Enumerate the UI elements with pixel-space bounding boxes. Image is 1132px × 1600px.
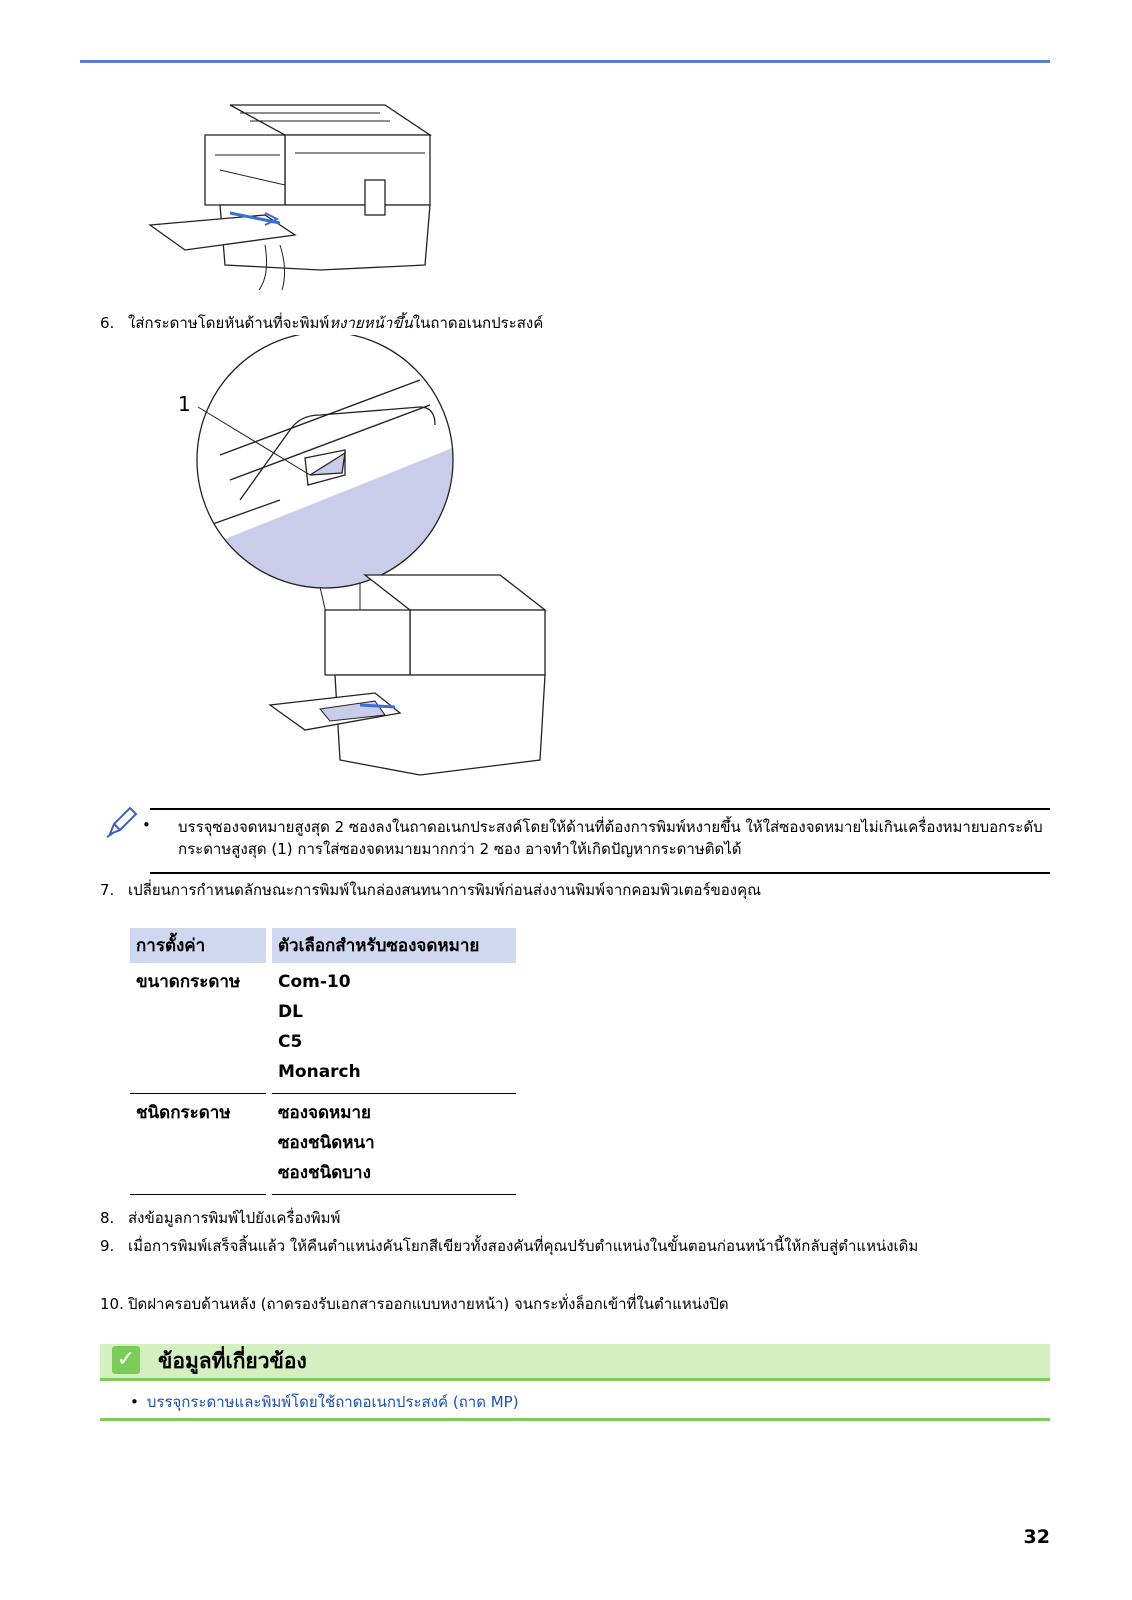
step-9: [100, 1236, 1050, 1256]
table-cell-setting: ขนาดกระดาษ: [130, 963, 269, 1094]
option-item: Com-10: [278, 972, 351, 992]
step-number: 9.: [100, 1237, 115, 1255]
header-rule: [80, 60, 1050, 63]
option-item: C5: [278, 1032, 303, 1052]
pencil-icon: [104, 804, 140, 840]
note-bottom-rule: [150, 872, 1050, 874]
step-number: 6.: [100, 314, 115, 332]
step-number: 8.: [100, 1209, 115, 1227]
table-header: การตั้งค่า: [130, 928, 269, 963]
step-text: ส่งข้อมูลการพิมพ์ไปยังเครื่องพิมพ์: [128, 1209, 341, 1227]
step-text: ใส่กระดาษโดยหันด้านที่จะพิมพ์: [128, 314, 330, 332]
checkmark-icon: ✓: [112, 1346, 140, 1374]
option-item: DL: [278, 1002, 303, 1022]
callout-label: 1: [178, 392, 191, 416]
table-row: [130, 963, 516, 1094]
table-cell-setting: ชนิดกระดาษ: [130, 1094, 269, 1195]
printer-illustration-1: [145, 95, 440, 295]
page-number: 32: [1023, 1526, 1050, 1548]
note-box: [100, 808, 1050, 874]
note-top-rule: [150, 808, 1050, 810]
step-10: [100, 1294, 729, 1314]
table-cell-options: [269, 1094, 516, 1195]
option-item: Monarch: [278, 1062, 361, 1082]
related-info-header: [100, 1344, 1050, 1381]
step-number: 10.: [100, 1295, 124, 1313]
step-7: [100, 880, 761, 900]
bullet: •: [130, 1393, 139, 1411]
step-text-end: ในถาดอเนกประสงค์: [412, 314, 544, 332]
option-item: ซองชนิดบาง: [278, 1163, 371, 1183]
note-bullet: •: [142, 816, 151, 834]
table-header: ตัวเลือกสำหรับซองจดหมาย: [269, 928, 516, 963]
step-8: [100, 1208, 340, 1228]
option-item: ซองชนิดหนา: [278, 1133, 375, 1153]
related-info-title: ข้อมูลที่เกี่ยวข้อง: [158, 1349, 307, 1373]
step-text: ปิดฝาครอบด้านหลัง (ถาดรองรับเอกสารออกแบบหงายหน้า) จนกระทั่งล็อกเข้าที่ในตำแหน่งปิด: [128, 1295, 729, 1313]
print-settings-table: [130, 928, 516, 1195]
table-header-row: [130, 928, 516, 963]
related-bottom-rule: [100, 1418, 1050, 1421]
envelope-loading-illustration: [170, 335, 560, 780]
related-link-item[interactable]: [130, 1390, 519, 1414]
related-link[interactable]: บรรจุกระดาษและพิมพ์โดยใช้ถาดอเนกประสงค์ (ถาด MP): [146, 1393, 519, 1411]
option-item: ซองจดหมาย: [278, 1103, 371, 1123]
table-cell-options: [269, 963, 516, 1094]
step-emphasis: หงายหน้าขึ้น: [329, 314, 413, 332]
step-6: [100, 313, 543, 333]
table-row: [130, 1094, 516, 1195]
note-text: บรรจุซองจดหมายสูงสุด 2 ซองลงในถาดอเนกประสงค์โดยให้ด้านที่ต้องการพิมพ์หงายขึ้น ให้ใส่ซองจดหมายไม่เกินเครื่องหมายบอกระดับกระดาษสูงสุด (1) การใส่ซองจดหมายมากกว่า 2 ซอง อาจทำให้เกิดปัญหากระดาษติดได้: [178, 818, 1043, 858]
step-text: เมื่อการพิมพ์เสร็จสิ้นแล้ว ให้คืนตำแหน่งคันโยกสีเขียวทั้งสองคันที่คุณปรับตำแหน่งในขั้นตอนก่อนหน้านี้ให้กลับสู่ตำแหน่งเดิม: [128, 1237, 919, 1255]
step-number: 7.: [100, 881, 115, 899]
step-text: เปลี่ยนการกำหนดลักษณะการพิมพ์ในกล่องสนทนาการพิมพ์ก่อนส่งงานพิมพ์จากคอมพิวเตอร์ของคุณ: [128, 881, 762, 899]
